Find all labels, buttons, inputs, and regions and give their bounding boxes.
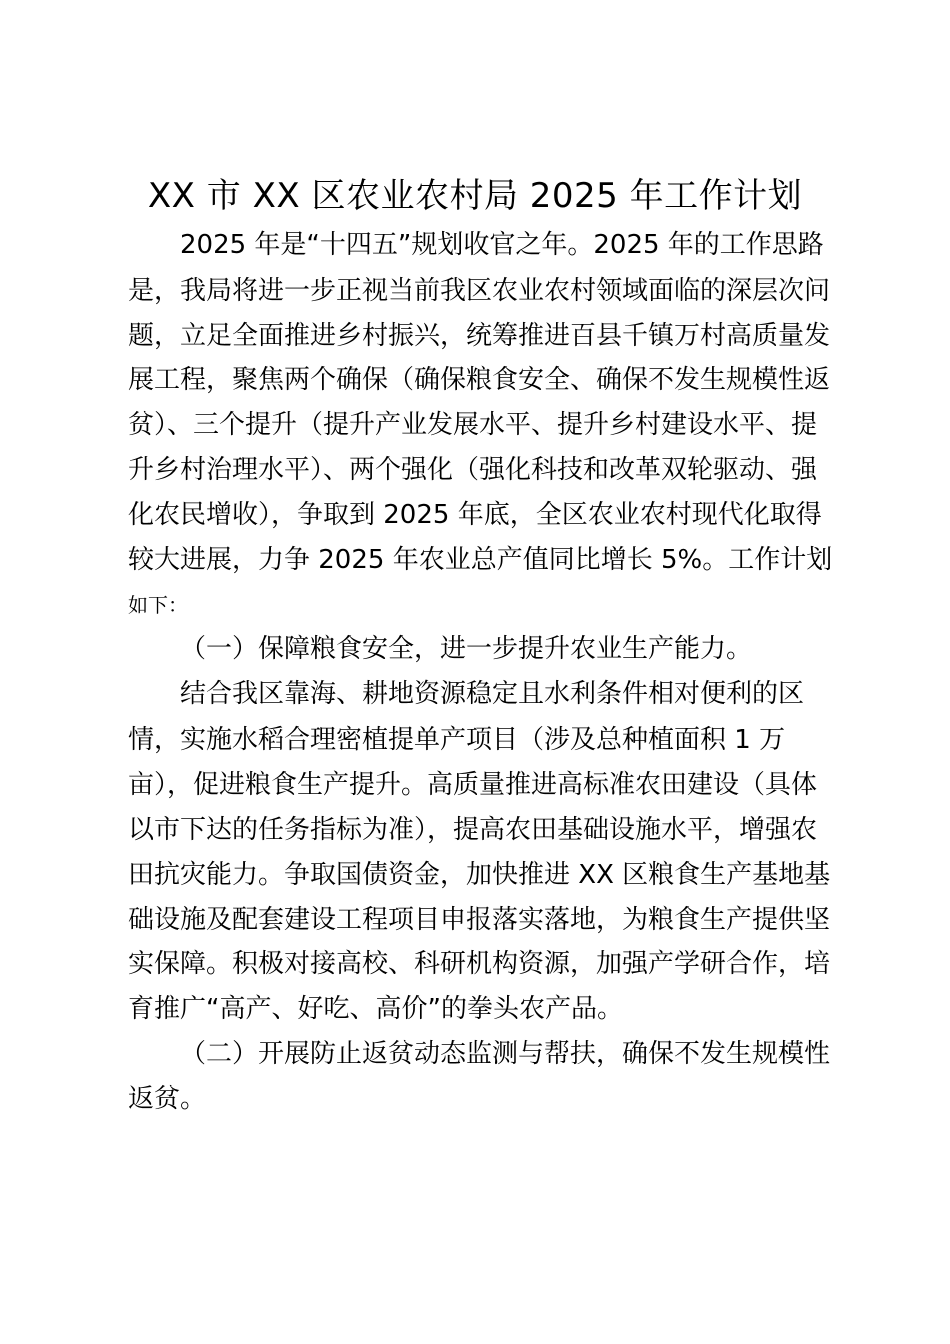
text-line: 如下： (128, 593, 188, 617)
text-line: 以市下达的任务指标为准），提高农田基础设施水平，增强农 (128, 815, 818, 845)
text-line: 化农民增收），争取到 2025 年底，全区农业农村现代化取得 (128, 500, 822, 530)
text-line: 实保障。积极对接高校、科研机构资源，加强产学研合作，培 (128, 949, 831, 979)
text-line: 亩），促进粮食生产提升。高质量推进高标准农田建设（具体 (128, 770, 818, 800)
text-line: 贫）、三个提升（提升产业发展水平、提升乡村建设水平、提 (128, 410, 818, 440)
document-title: XX 市 XX 区农业农村局 2025 年工作计划 (147, 176, 803, 216)
text-line: 2025 年是“十四五”规划收官之年。2025 年的工作思路 (180, 230, 824, 260)
section-heading: （二）开展防止返贫动态监测与帮扶，确保不发生规模性 (180, 1039, 831, 1069)
text-line: 是，我局将进一步正视当前我区农业农村领域面临的深层次问 (128, 276, 831, 306)
section-heading: （一）保障粮食安全，进一步提升农业生产能力。 (180, 634, 753, 664)
text-line: 展工程，聚焦两个确保（确保粮食安全、确保不发生规模性返 (128, 365, 831, 395)
text-line: 返贫。 (128, 1084, 207, 1114)
text-line: 础设施及配套建设工程项目申报落实落地，为粮食生产提供坚 (128, 905, 831, 935)
text-line: 田抗灾能力。争取国债资金，加快推进 XX 区粮食生产基地基 (128, 860, 831, 890)
text-line: 育推广“高产、好吃、高价”的拳头农产品。 (128, 994, 623, 1024)
text-line: 情，实施水稻合理密植提单产项目（涉及总种植面积 1 万 (128, 725, 786, 755)
text-line: 升乡村治理水平）、两个强化（强化科技和改革双轮驱动、强 (128, 455, 818, 485)
text-line: 结合我区靠海、耕地资源稳定且水利条件相对便利的区 (180, 679, 805, 709)
text-line: 较大进展，力争 2025 年农业总产值同比增长 5%。工作计划 (128, 545, 833, 575)
text-line: 题，立足全面推进乡村振兴，统筹推进百县千镇万村高质量发 (128, 321, 831, 351)
